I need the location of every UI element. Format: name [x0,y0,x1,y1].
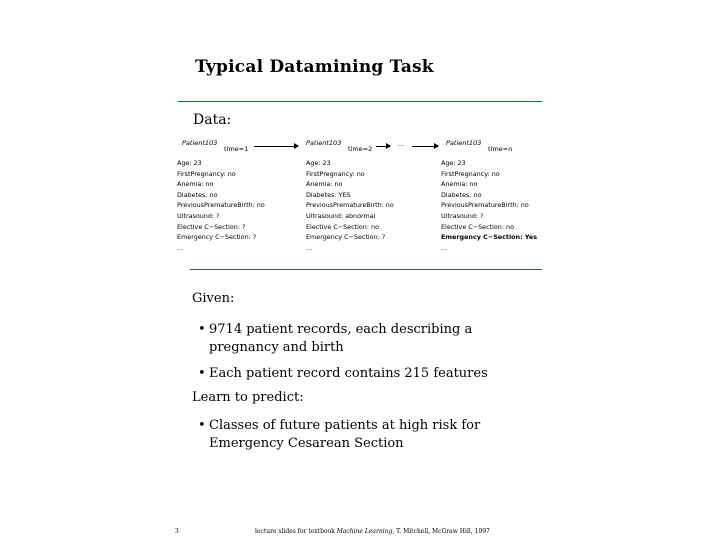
page-number: 3 [175,528,179,535]
bullet-line: 9714 patient records, each describing a [209,322,473,337]
footer-citation [255,528,490,535]
record-field: Ultrasound: ? [441,211,484,220]
bullet-dot-icon: • [198,366,206,381]
record-field: Anemia: no [177,180,214,189]
footer-text-suffix: , T. Mitchell, McGraw Hill, 1997 [392,528,490,535]
record-column-1 [177,158,265,253]
record-field: Anemia: no [306,180,343,189]
record-field: Ultrasound: ? [177,211,220,220]
record-field: Emergency C−Section: ? [306,233,386,242]
record-field: Age: 23 [306,159,331,167]
record-field: Diabetes: no [177,190,218,199]
patient-label-2: Patient103 [306,139,342,147]
data-heading: Data: [193,112,232,128]
bullet-line: Classes of future patients at high risk for [209,418,481,433]
title-divider [178,101,542,102]
record-field: FirstPregnancy: no [177,169,236,178]
record-column-3 [441,158,537,253]
record-field: Age: 23 [177,159,202,167]
learn-heading: Learn to predict: [192,390,304,405]
record-field: Elective C−Section: ? [177,222,246,231]
given-bullet-2 [198,365,528,383]
record-field: FirstPregnancy: no [441,169,500,178]
record-field: FirstPregnancy: no [306,169,365,178]
timeline-arrow-2 [376,146,390,147]
footer-text-prefix: lecture slides for textbook [255,528,337,535]
patient-label-1: Patient103 [182,139,218,147]
slide-title: Typical Datamining Task [195,57,434,77]
learn-bullet-1 [198,417,528,453]
record-field: PreviousPrematureBirth: no [177,201,265,210]
record-field: Diabetes: no [441,190,482,199]
record-field: Elective C−Section: no [441,222,514,231]
timeline-ellipsis: ... [398,140,405,148]
bullet-dot-icon: • [198,322,206,337]
record-field: Ultrasound: abnormal [306,211,376,220]
bullet-dot-icon: • [198,418,206,433]
time-label-2: time=2 [348,145,373,153]
record-ellipsis: ... [441,243,448,252]
given-bullet-1 [198,321,528,357]
time-label-1: time=1 [224,145,249,153]
bullet-line: Each patient record contains 215 features [209,366,488,381]
record-field-emergency: Emergency C−Section: Yes [441,233,538,242]
record-field: PreviousPrematureBirth: no [441,201,529,210]
bullet-line: pregnancy and birth [209,340,344,355]
record-field: Diabetes: YES [306,190,351,199]
record-column-2 [306,158,394,253]
timeline-arrow-1 [254,146,298,147]
record-ellipsis: ... [177,243,184,252]
patient-label-3: Patient103 [446,139,482,147]
timeline-arrow-3 [412,146,438,147]
record-field: Emergency C−Section: ? [177,233,257,242]
footer-book-title: Machine Learning [336,528,393,535]
record-ellipsis: ... [306,243,313,252]
given-heading: Given: [192,291,235,306]
time-label-3: time=n [488,145,513,153]
record-field: Anemia: no [441,180,478,189]
record-field: Elective C−Section: no [306,222,379,231]
bullet-line: Emergency Cesarean Section [209,436,404,451]
data-divider [190,269,542,270]
record-field: PreviousPrematureBirth: no [306,201,394,210]
record-field: Age: 23 [441,159,466,167]
